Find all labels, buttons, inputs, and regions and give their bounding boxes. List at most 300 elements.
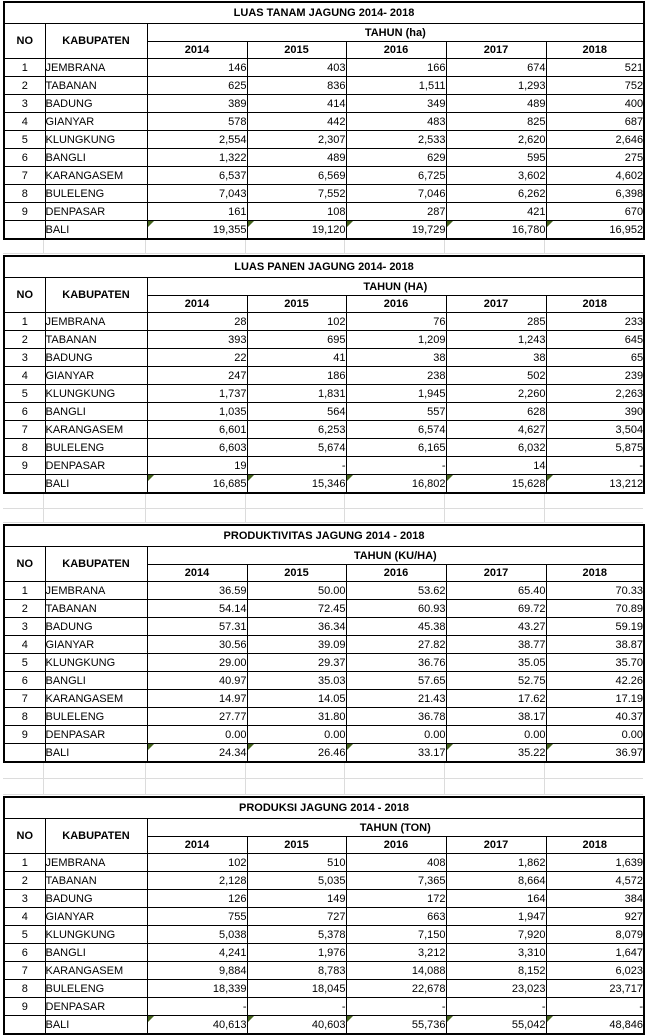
total-value-cell: [546, 221, 644, 240]
value-cell: 5,875: [546, 439, 644, 457]
value-cell: 30.56: [147, 636, 247, 654]
value-cell: 40.37: [546, 708, 644, 726]
value-cell: 390: [546, 403, 644, 421]
tahun-unit-header: TAHUN (HA): [147, 278, 644, 296]
value-cell: 2,260: [446, 385, 546, 403]
value-cell: 2,554: [147, 131, 247, 149]
row-number-cell: [4, 1016, 45, 1035]
value-cell: -: [346, 998, 446, 1016]
table-row: [4, 385, 644, 403]
year-header: 2018: [546, 296, 644, 313]
total-label-cell: BALI: [45, 1016, 147, 1035]
total-value-cell: [247, 475, 346, 494]
kabupaten-cell: KLUNGKUNG: [45, 385, 147, 403]
value-cell: 6,537: [147, 167, 247, 185]
kabupaten-cell: BADUNG: [45, 618, 147, 636]
value-cell: 18,339: [147, 980, 247, 998]
value-cell: 38: [346, 349, 446, 367]
row-number-cell: 5: [4, 131, 45, 149]
value-cell: -: [546, 457, 644, 475]
gridline-cell: [3, 509, 44, 523]
value-cell: 421: [446, 203, 546, 221]
excel-error-indicator-icon: [447, 744, 453, 750]
gridline-cell: [545, 494, 643, 508]
value-cell: 31.80: [247, 708, 346, 726]
kabupaten-cell: BADUNG: [45, 890, 147, 908]
kabupaten-cell: KLUNGKUNG: [45, 131, 147, 149]
value-cell: -: [247, 998, 346, 1016]
gridline-cell: [44, 779, 146, 794]
gridline-cell: [345, 240, 445, 253]
value-cell: 29.37: [247, 654, 346, 672]
sheet-gridlines: [3, 494, 643, 523]
value-cell: 3,504: [546, 421, 644, 439]
value-cell: 6,574: [346, 421, 446, 439]
value-cell: 625: [147, 77, 247, 95]
value-cell: 8,664: [446, 872, 546, 890]
kabupaten-cell: BULELENG: [45, 980, 147, 998]
value-cell: 752: [546, 77, 644, 95]
table-row: [4, 944, 644, 962]
value-cell: -: [147, 998, 247, 1016]
gridline-cell: [246, 509, 345, 523]
value-cell: 442: [247, 113, 346, 131]
table-row: [4, 349, 644, 367]
table-row: [4, 926, 644, 944]
table-row: [4, 819, 644, 837]
value-cell: 1,322: [147, 149, 247, 167]
value-cell: 2,533: [346, 131, 446, 149]
value-cell: 22: [147, 349, 247, 367]
value-cell: 186: [247, 367, 346, 385]
value-cell: 489: [247, 149, 346, 167]
table-row: [4, 998, 644, 1016]
value-cell: 36.59: [147, 582, 247, 600]
value-cell: 27.82: [346, 636, 446, 654]
total-value: 26.46: [317, 746, 346, 759]
value-cell: 4,241: [147, 944, 247, 962]
value-cell: 0.00: [546, 726, 644, 744]
kabupaten-cell: GIANYAR: [45, 908, 147, 926]
gridline-cell: [445, 763, 545, 778]
total-value-cell: [446, 1016, 546, 1035]
year-header: 2014: [147, 296, 247, 313]
value-cell: 825: [446, 113, 546, 131]
total-value: 24.34: [218, 746, 247, 759]
value-cell: 38: [446, 349, 546, 367]
excel-error-indicator-icon: [248, 1016, 254, 1022]
value-cell: 502: [446, 367, 546, 385]
value-cell: 645: [546, 331, 644, 349]
gridline-cell: [246, 779, 345, 794]
kabupaten-cell: KARANGASEM: [45, 690, 147, 708]
gridline-cell: [3, 240, 44, 253]
table-row: [4, 600, 644, 618]
value-cell: 149: [247, 890, 346, 908]
value-cell: 17.19: [546, 690, 644, 708]
kabupaten-cell: KARANGASEM: [45, 421, 147, 439]
kabupaten-cell: BADUNG: [45, 349, 147, 367]
value-cell: 21.43: [346, 690, 446, 708]
value-cell: 1,639: [546, 854, 644, 872]
row-number-cell: [4, 744, 45, 763]
value-cell: 836: [247, 77, 346, 95]
kabupaten-column-header: KABUPATEN: [45, 819, 147, 854]
value-cell: -: [546, 998, 644, 1016]
value-cell: 287: [346, 203, 446, 221]
excel-error-indicator-icon: [347, 221, 353, 227]
value-cell: 389: [147, 95, 247, 113]
year-header: 2016: [346, 296, 446, 313]
gridline-cell: [246, 494, 345, 508]
kabupaten-cell: BANGLI: [45, 944, 147, 962]
value-cell: 8,079: [546, 926, 644, 944]
value-cell: 408: [346, 854, 446, 872]
value-cell: 164: [446, 890, 546, 908]
kabupaten-cell: BANGLI: [45, 672, 147, 690]
row-number-cell: 2: [4, 600, 45, 618]
value-cell: 557: [346, 403, 446, 421]
row-number-cell: 1: [4, 59, 45, 77]
table-row: [4, 313, 644, 331]
row-number-cell: 4: [4, 908, 45, 926]
year-header: 2014: [147, 565, 247, 582]
value-cell: 40.97: [147, 672, 247, 690]
value-cell: 6,398: [546, 185, 644, 203]
value-cell: 595: [446, 149, 546, 167]
table-row: [4, 672, 644, 690]
value-cell: 18,045: [247, 980, 346, 998]
total-value: 35.22: [517, 746, 546, 759]
kabupaten-cell: JEMBRANA: [45, 854, 147, 872]
value-cell: 38.17: [446, 708, 546, 726]
row-number-cell: 3: [4, 618, 45, 636]
total-value: 36.97: [615, 746, 644, 759]
value-cell: 7,365: [346, 872, 446, 890]
excel-error-indicator-icon: [447, 475, 453, 481]
value-cell: 927: [546, 908, 644, 926]
total-value: 15,346: [311, 477, 346, 490]
table-row: [4, 149, 644, 167]
row-number-cell: 2: [4, 872, 45, 890]
total-value-cell: [446, 475, 546, 494]
value-cell: 687: [546, 113, 644, 131]
value-cell: 0.00: [446, 726, 546, 744]
value-cell: 8,152: [446, 962, 546, 980]
excel-error-indicator-icon: [148, 221, 154, 227]
row-number-cell: 8: [4, 185, 45, 203]
gridline-cell: [3, 779, 44, 794]
table-row: [4, 185, 644, 203]
row-number-cell: 7: [4, 421, 45, 439]
table-produksi: [3, 796, 645, 1035]
row-number-cell: 4: [4, 636, 45, 654]
value-cell: 1,947: [446, 908, 546, 926]
row-number-cell: 4: [4, 113, 45, 131]
value-cell: 60.93: [346, 600, 446, 618]
kabupaten-cell: DENPASAR: [45, 457, 147, 475]
total-value-cell: [247, 221, 346, 240]
value-cell: 1,035: [147, 403, 247, 421]
total-value-cell: [346, 475, 446, 494]
table-row: [4, 618, 644, 636]
row-number-cell: 2: [4, 77, 45, 95]
year-header: 2016: [346, 565, 446, 582]
gridline-cell: [345, 494, 445, 508]
value-cell: 5,035: [247, 872, 346, 890]
value-cell: 35.70: [546, 654, 644, 672]
table-row: [4, 908, 644, 926]
excel-error-indicator-icon: [347, 475, 353, 481]
value-cell: 400: [546, 95, 644, 113]
value-cell: -: [346, 457, 446, 475]
value-cell: 414: [247, 95, 346, 113]
value-cell: 629: [346, 149, 446, 167]
value-cell: 42.26: [546, 672, 644, 690]
value-cell: 5,674: [247, 439, 346, 457]
value-cell: 2,128: [147, 872, 247, 890]
value-cell: 1,209: [346, 331, 446, 349]
value-cell: 3,602: [446, 167, 546, 185]
value-cell: 1,945: [346, 385, 446, 403]
value-cell: 172: [346, 890, 446, 908]
value-cell: 23,717: [546, 980, 644, 998]
value-cell: 41: [247, 349, 346, 367]
value-cell: 670: [546, 203, 644, 221]
gridline-cell: [445, 509, 545, 523]
value-cell: 35.05: [446, 654, 546, 672]
value-cell: 57.31: [147, 618, 247, 636]
value-cell: 1,243: [446, 331, 546, 349]
value-cell: 2,263: [546, 385, 644, 403]
value-cell: 6,725: [346, 167, 446, 185]
value-cell: 36.78: [346, 708, 446, 726]
row-number-cell: 4: [4, 367, 45, 385]
value-cell: 54.14: [147, 600, 247, 618]
kabupaten-cell: BANGLI: [45, 149, 147, 167]
value-cell: 52.75: [446, 672, 546, 690]
table-row: [4, 59, 644, 77]
gridline-cell: [44, 240, 146, 253]
value-cell: 39.09: [247, 636, 346, 654]
sheet-gridlines: [3, 240, 643, 254]
table-row: [4, 582, 644, 600]
table-title: LUAS PANEN JAGUNG 2014- 2018: [4, 256, 644, 278]
value-cell: 29.00: [147, 654, 247, 672]
table-row: [4, 547, 644, 565]
gridline-cell: [44, 509, 146, 523]
value-cell: 65.40: [446, 582, 546, 600]
kabupaten-cell: GIANYAR: [45, 367, 147, 385]
value-cell: 76: [346, 313, 446, 331]
total-value-cell: [147, 221, 247, 240]
value-cell: 4,602: [546, 167, 644, 185]
value-cell: 6,603: [147, 439, 247, 457]
value-cell: 43.27: [446, 618, 546, 636]
year-header: 2016: [346, 837, 446, 854]
value-cell: 6,023: [546, 962, 644, 980]
total-value-cell: [546, 744, 644, 763]
value-cell: 483: [346, 113, 446, 131]
table-row: [4, 113, 644, 131]
gridline-cell: [545, 763, 643, 778]
value-cell: 384: [546, 890, 644, 908]
total-row: [4, 475, 644, 494]
excel-error-indicator-icon: [547, 744, 553, 750]
value-cell: 70.33: [546, 582, 644, 600]
value-cell: 45.38: [346, 618, 446, 636]
value-cell: 4,572: [546, 872, 644, 890]
excel-error-indicator-icon: [447, 221, 453, 227]
table-row: [4, 278, 644, 296]
row-number-cell: 5: [4, 654, 45, 672]
table-row: [4, 726, 644, 744]
value-cell: 1,293: [446, 77, 546, 95]
value-cell: 6,569: [247, 167, 346, 185]
year-header: 2017: [446, 42, 546, 59]
value-cell: 6,253: [247, 421, 346, 439]
value-cell: 1,831: [247, 385, 346, 403]
table-row: [4, 167, 644, 185]
year-header: 2016: [346, 42, 446, 59]
total-value: 19,120: [311, 223, 346, 236]
row-number-cell: 9: [4, 457, 45, 475]
value-cell: 247: [147, 367, 247, 385]
value-cell: 1,862: [446, 854, 546, 872]
kabupaten-cell: JEMBRANA: [45, 313, 147, 331]
kabupaten-cell: DENPASAR: [45, 726, 147, 744]
gridline-cell: [146, 494, 246, 508]
value-cell: 17.62: [446, 690, 546, 708]
value-cell: 166: [346, 59, 446, 77]
total-value-cell: [247, 1016, 346, 1035]
kabupaten-cell: KLUNGKUNG: [45, 926, 147, 944]
row-number-cell: 1: [4, 582, 45, 600]
table-row: [4, 654, 644, 672]
value-cell: 102: [147, 854, 247, 872]
value-cell: 0.00: [346, 726, 446, 744]
kabupaten-cell: TABANAN: [45, 77, 147, 95]
kabupaten-cell: KARANGASEM: [45, 962, 147, 980]
value-cell: 69.72: [446, 600, 546, 618]
gridline-row: [3, 240, 643, 254]
kabupaten-cell: GIANYAR: [45, 636, 147, 654]
total-value: 19,729: [411, 223, 446, 236]
kabupaten-cell: TABANAN: [45, 331, 147, 349]
kabupaten-cell: BULELENG: [45, 439, 147, 457]
total-value: 48,846: [609, 1018, 644, 1031]
table-row: [4, 367, 644, 385]
total-value: 40,603: [311, 1018, 346, 1031]
value-cell: 238: [346, 367, 446, 385]
table-title: PRODUKSI JAGUNG 2014 - 2018: [4, 797, 644, 819]
excel-error-indicator-icon: [347, 744, 353, 750]
total-value-cell: [147, 744, 247, 763]
table-luas-panen: [3, 255, 645, 494]
sheet-gridlines: [3, 763, 643, 795]
row-number-cell: 3: [4, 95, 45, 113]
table-row: [4, 690, 644, 708]
excel-error-indicator-icon: [148, 1016, 154, 1022]
table-row: [4, 890, 644, 908]
table-row: [4, 95, 644, 113]
total-row: [4, 1016, 644, 1035]
value-cell: 5,378: [247, 926, 346, 944]
row-number-cell: 5: [4, 926, 45, 944]
gridline-cell: [3, 494, 44, 508]
no-column-header: NO: [4, 24, 45, 59]
total-value-cell: [446, 744, 546, 763]
gridline-cell: [146, 779, 246, 794]
value-cell: 3,212: [346, 944, 446, 962]
row-number-cell: 8: [4, 980, 45, 998]
value-cell: 27.77: [147, 708, 247, 726]
gridline-cell: [445, 779, 545, 794]
year-header: 2015: [247, 42, 346, 59]
kabupaten-cell: KARANGASEM: [45, 167, 147, 185]
tahun-unit-header: TAHUN (TON): [147, 819, 644, 837]
value-cell: -: [446, 998, 546, 1016]
table-row: [4, 256, 644, 278]
total-value-cell: [346, 221, 446, 240]
no-column-header: NO: [4, 819, 45, 854]
value-cell: 7,150: [346, 926, 446, 944]
value-cell: 7,552: [247, 185, 346, 203]
value-cell: 674: [446, 59, 546, 77]
year-header: 2015: [247, 565, 346, 582]
kabupaten-column-header: KABUPATEN: [45, 278, 147, 313]
table-row: [4, 636, 644, 654]
value-cell: 4,627: [446, 421, 546, 439]
row-number-cell: 6: [4, 944, 45, 962]
row-number-cell: 2: [4, 331, 45, 349]
value-cell: 22,678: [346, 980, 446, 998]
value-cell: 161: [147, 203, 247, 221]
gridline-row: [3, 509, 643, 524]
kabupaten-cell: JEMBRANA: [45, 59, 147, 77]
value-cell: 72.45: [247, 600, 346, 618]
value-cell: 5,038: [147, 926, 247, 944]
value-cell: 2,646: [546, 131, 644, 149]
total-value: 15,628: [511, 477, 546, 490]
value-cell: 6,262: [446, 185, 546, 203]
value-cell: 7,043: [147, 185, 247, 203]
row-number-cell: 3: [4, 890, 45, 908]
value-cell: 6,032: [446, 439, 546, 457]
value-cell: 8,783: [247, 962, 346, 980]
kabupaten-cell: DENPASAR: [45, 203, 147, 221]
value-cell: 393: [147, 331, 247, 349]
value-cell: 233: [546, 313, 644, 331]
row-number-cell: 1: [4, 313, 45, 331]
value-cell: 108: [247, 203, 346, 221]
total-value-cell: [247, 744, 346, 763]
value-cell: 0.00: [147, 726, 247, 744]
kabupaten-column-header: KABUPATEN: [45, 24, 147, 59]
table-row: [4, 439, 644, 457]
gridline-cell: [146, 240, 246, 253]
gridline-cell: [246, 763, 345, 778]
value-cell: 510: [247, 854, 346, 872]
total-label-cell: BALI: [45, 221, 147, 240]
table-row: [4, 2, 644, 24]
total-label-cell: BALI: [45, 475, 147, 494]
excel-error-indicator-icon: [248, 744, 254, 750]
table-luas-tanam: [3, 1, 645, 240]
year-header: 2018: [546, 42, 644, 59]
value-cell: 38.87: [546, 636, 644, 654]
table-row: [4, 854, 644, 872]
